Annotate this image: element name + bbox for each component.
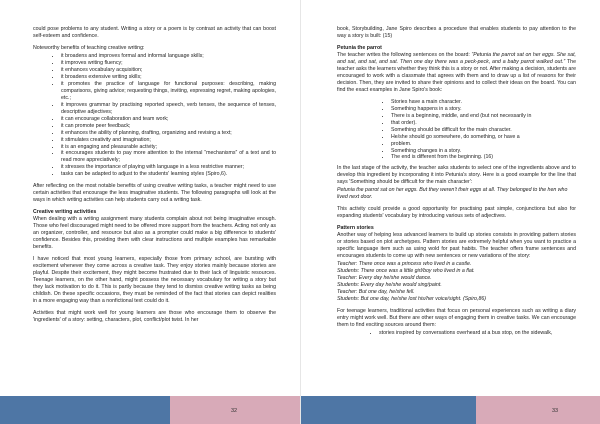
list-item: • it stimulates creativity and imagination; bbox=[61, 137, 276, 144]
section-heading-petunia: Petunia the parrot bbox=[337, 44, 382, 51]
list-item: • it can encourage collaboration and team work; bbox=[61, 116, 276, 123]
list-item: • that order). bbox=[391, 120, 576, 127]
body-paragraph: I have noticed that most young learners, especially those from primary school, are bursting with excitement whenever they come across a creative task. They enjoy stories mainly because stories are playful. Despite their excitement, they might become frustrated due to their lack of linguistic resources. Teenage learners, on the other hand, might possess the necessary vocabulary for writing a story but they lack motivation to do it. This is partly because they tend to dismiss creative writing tasks as being childish. On these specific occasions, they must be reminded of the fact that stories can depict realities in a more engaging way than a nonfictional text could do it. bbox=[33, 256, 276, 304]
list-item: • it broadens and improves formal and informal language skills; bbox=[61, 53, 276, 60]
reflect-paragraph: After reflecting on the most notable benefits of using creative writing tasks, a teacher might need to use certain activities that encourage the less imaginative students. The following paragraphs will look at the ways in which writing activities can help students carry out a writing task. bbox=[33, 183, 276, 204]
body-paragraph: Activities that might work well for young learners are those who encourage them to observe the 'ingredients' of a story: setting, characters, plot, conflict/plot twist. In her bbox=[33, 309, 276, 323]
list-item: • it encourages students to pay more attention to the internal “mechanisms” of a text and to read more appreciatively; bbox=[61, 150, 276, 164]
pink-band bbox=[476, 396, 600, 424]
left-page-text bbox=[33, 26, 276, 392]
page-number: 33 bbox=[552, 408, 559, 414]
list-item: • tasks can be adapted to adjust to the students' learning styles (Spiro,6). bbox=[61, 171, 276, 178]
section-heading: Creative writing activities bbox=[33, 209, 97, 216]
body-paragraph: When dealing with a writing assignment many students complain about not being imaginative enough. Those who feel discouraged might need to be offered more support from the teachers. Acting not only as an organizer, controller, and resource but also as a prompter could make a big difference to students' confidence. Besides this, providing them with clear instructions and multiple examples has remarkable benefits. bbox=[33, 216, 276, 251]
list-item: • it is an engaging and pleasurable activity; bbox=[61, 144, 276, 151]
list-item: • He/she should go somewhere, do something, or have a bbox=[391, 134, 576, 141]
petunia-rest: The teacher asks the learners whether they think this is a story or not. After making a decision, students are encouraged to work with a classmate that agrees with them and to draw up a list of reasons for their decision. Then, they are invited to share their opinions and to collect their ideas on the board. You can find the exact examples in Jane Spiro's book: bbox=[337, 58, 576, 93]
list-item: • Something changes in a story. bbox=[391, 148, 576, 155]
petunia-lead: The teacher writes the following sentences on the board: bbox=[337, 51, 472, 58]
dialog-line: Students: Every day he/she would sing/paint. bbox=[337, 281, 442, 288]
left-intro-paragraph: could pose problems to any student. Writing a story or a poem is by contrast an activity that can boost self-esteem and confidence. bbox=[33, 26, 276, 39]
dialog-line: Teacher: But one day, he/she fell. bbox=[337, 288, 415, 295]
dialog-line: Teacher: There once was a princess who lived in a castle. bbox=[337, 261, 472, 268]
list-item: • it stresses the importance of playing with language in a less restrictive manner; bbox=[61, 164, 276, 171]
list-item: • stories inspired by conversations overheard at a bus stop, on the sidewalk, bbox=[379, 330, 576, 337]
dialog-line: Teacher: Every day he/she would dance. bbox=[337, 275, 432, 281]
dialog-block bbox=[337, 261, 576, 303]
blue-band bbox=[0, 396, 170, 424]
list-item: • problem. bbox=[391, 141, 576, 148]
body-paragraph: This activity could provide a good opportunity for practising past simple, conjunctions but also for expanding students' vocabulary by introducing various sets of adjectives. bbox=[337, 206, 576, 220]
body-paragraph: For teenage learners, traditional activities that focus on personal experiences such as writing a diary entry might work well. But there are other ways of engaging them in creative tasks. We can encourage them to find exciting sources around them: bbox=[337, 307, 576, 328]
list-item: • it enhances vocabulary acquisition; bbox=[61, 67, 276, 74]
list-item: • it can promote peer feedback; bbox=[61, 123, 276, 130]
list-item: • it enhances the ability of planning, drafting, organizing and revising a text; bbox=[61, 130, 276, 137]
right-intro-paragraph: book, Storybuilding, Jane Spiro describes a procedure that enables students to pay attention to the way a story is built: (15) bbox=[337, 26, 576, 39]
right-page-text bbox=[337, 26, 576, 392]
dialog-line: Students: There once was a little girl/boy who lived in a flat. bbox=[337, 268, 475, 275]
left-footer-band bbox=[0, 396, 300, 424]
list-item: • Stories have a main character. bbox=[391, 99, 576, 106]
story-ingredients-list bbox=[337, 99, 576, 162]
list-item: • Something happens in a story. bbox=[391, 106, 576, 113]
blue-band bbox=[301, 396, 476, 424]
list-item: • it improves grammar by practising reported speech, verb tenses, the sequence of tenses, descriptive adjectives; bbox=[61, 102, 276, 116]
section-heading-pattern: Pattern stories bbox=[337, 225, 374, 232]
example-text: Petunia the parrot sat on her eggs. But they weren't their eggs at all. They belonged to the hen who lived next door. bbox=[337, 187, 568, 201]
list-item: • it promotes the practice of language for functional purposes: describing, making comparisons, giving advice; requesting things, inviting, expressing regret, making apologies, etc.; bbox=[61, 81, 276, 102]
list-item: • it broadens extensive writing skills; bbox=[61, 74, 276, 81]
right-page bbox=[300, 0, 600, 424]
body-paragraph: Another way of helping less advanced learners to build up stories consists in providing pattern stories or stories based on plot archetypes. Pattern stories are extremely helpful when you want to practice a specific language item such as using wold for past habits. The teacher offers frame sentences and encourages students to come up with new sentences or new variations of the story: bbox=[337, 232, 576, 260]
benefits-intro: Noteworthy benefits of teaching creative writing: bbox=[33, 44, 145, 51]
petunia-paragraph bbox=[337, 52, 576, 94]
page-number: 32 bbox=[231, 408, 238, 414]
petunia-quote: “Petunia the parrot sat on her eggs. She sat, and sat, and sat, and sat. Then one day there was a peck-peck, and a baby parrot walked out.” bbox=[337, 51, 576, 65]
body-paragraph: In the last stage of the activity, the teacher asks students to select one of the ingredients above and to develop this ingredient by incorporating it into Petunia's story. Here is a good example for the line that says 'Something should be difficult for the main character': bbox=[337, 165, 576, 186]
list-item: • it improves writing fluency; bbox=[61, 60, 276, 67]
list-item: • There is a beginning, middle, and end (but not necessarily in bbox=[391, 113, 576, 120]
dialog-line: Students: But one day, he/she lost his/her voice/sight. (Spiro,86) bbox=[337, 295, 487, 302]
list-item: • Something should be difficult for the main character. bbox=[391, 127, 576, 134]
benefits-list bbox=[33, 53, 276, 178]
sources-list bbox=[337, 330, 576, 337]
list-item: • The end is different from the beginning. (16) bbox=[391, 154, 576, 161]
